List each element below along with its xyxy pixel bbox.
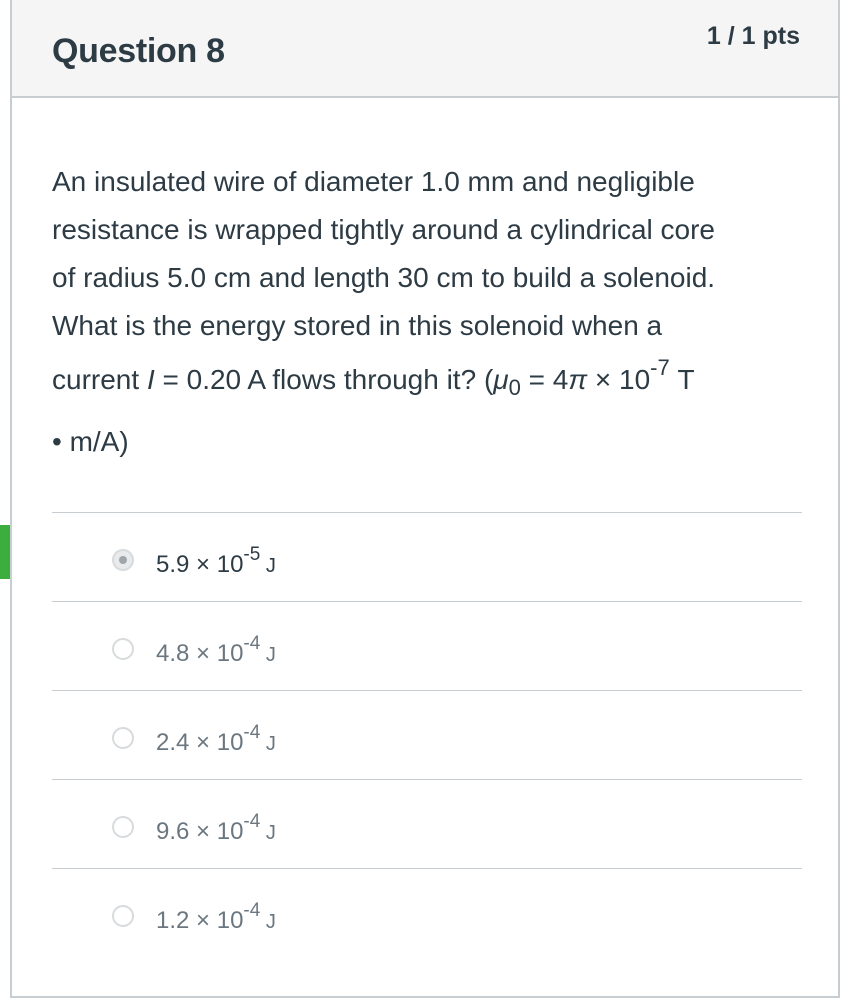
question-card [10,0,840,998]
radio-button[interactable] [112,905,134,927]
question-points: 1 / 1 pts [706,22,800,50]
question-line: What is the energy stored in this solenoid when a [52,310,663,341]
answer-list [52,512,802,957]
radio-button[interactable] [112,727,134,749]
answer-option[interactable] [52,512,802,601]
answer-label: $5.9 \times 10^{-5}$ J [156,544,276,578]
radio-button[interactable] [112,816,134,838]
question-line: An insulated wire of diameter 1.0 mm and negligible [52,166,695,197]
question-line: current I = 0.20 A flows through it? ($\mu_0 = 4\pi \times 10^{-7}$ T [52,355,695,400]
question-text [52,158,812,466]
question-header [12,0,838,98]
answer-option[interactable] [52,690,802,779]
answer-label: $9.6 \times 10^{-4}$ J [156,811,276,845]
question-line: of radius 5.0 cm and length 30 cm to build a solenoid. [52,262,716,293]
answer-option[interactable] [52,868,802,957]
question-line: resistance is wrapped tightly around a cylindrical core [52,214,715,245]
question-title: Question 8 [52,32,225,70]
question-line: • m/A) [52,426,129,457]
radio-button[interactable] [112,638,134,660]
answer-label: $4.8 \times 10^{-4}$ J [156,633,276,667]
answer-label: $2.4 \times 10^{-4}$ J [156,722,276,756]
answer-label: $1.2 \times 10^{-4}$ J [156,900,276,934]
radio-button-selected[interactable] [112,549,134,571]
answer-option[interactable] [52,601,802,690]
answer-option[interactable] [52,779,802,868]
